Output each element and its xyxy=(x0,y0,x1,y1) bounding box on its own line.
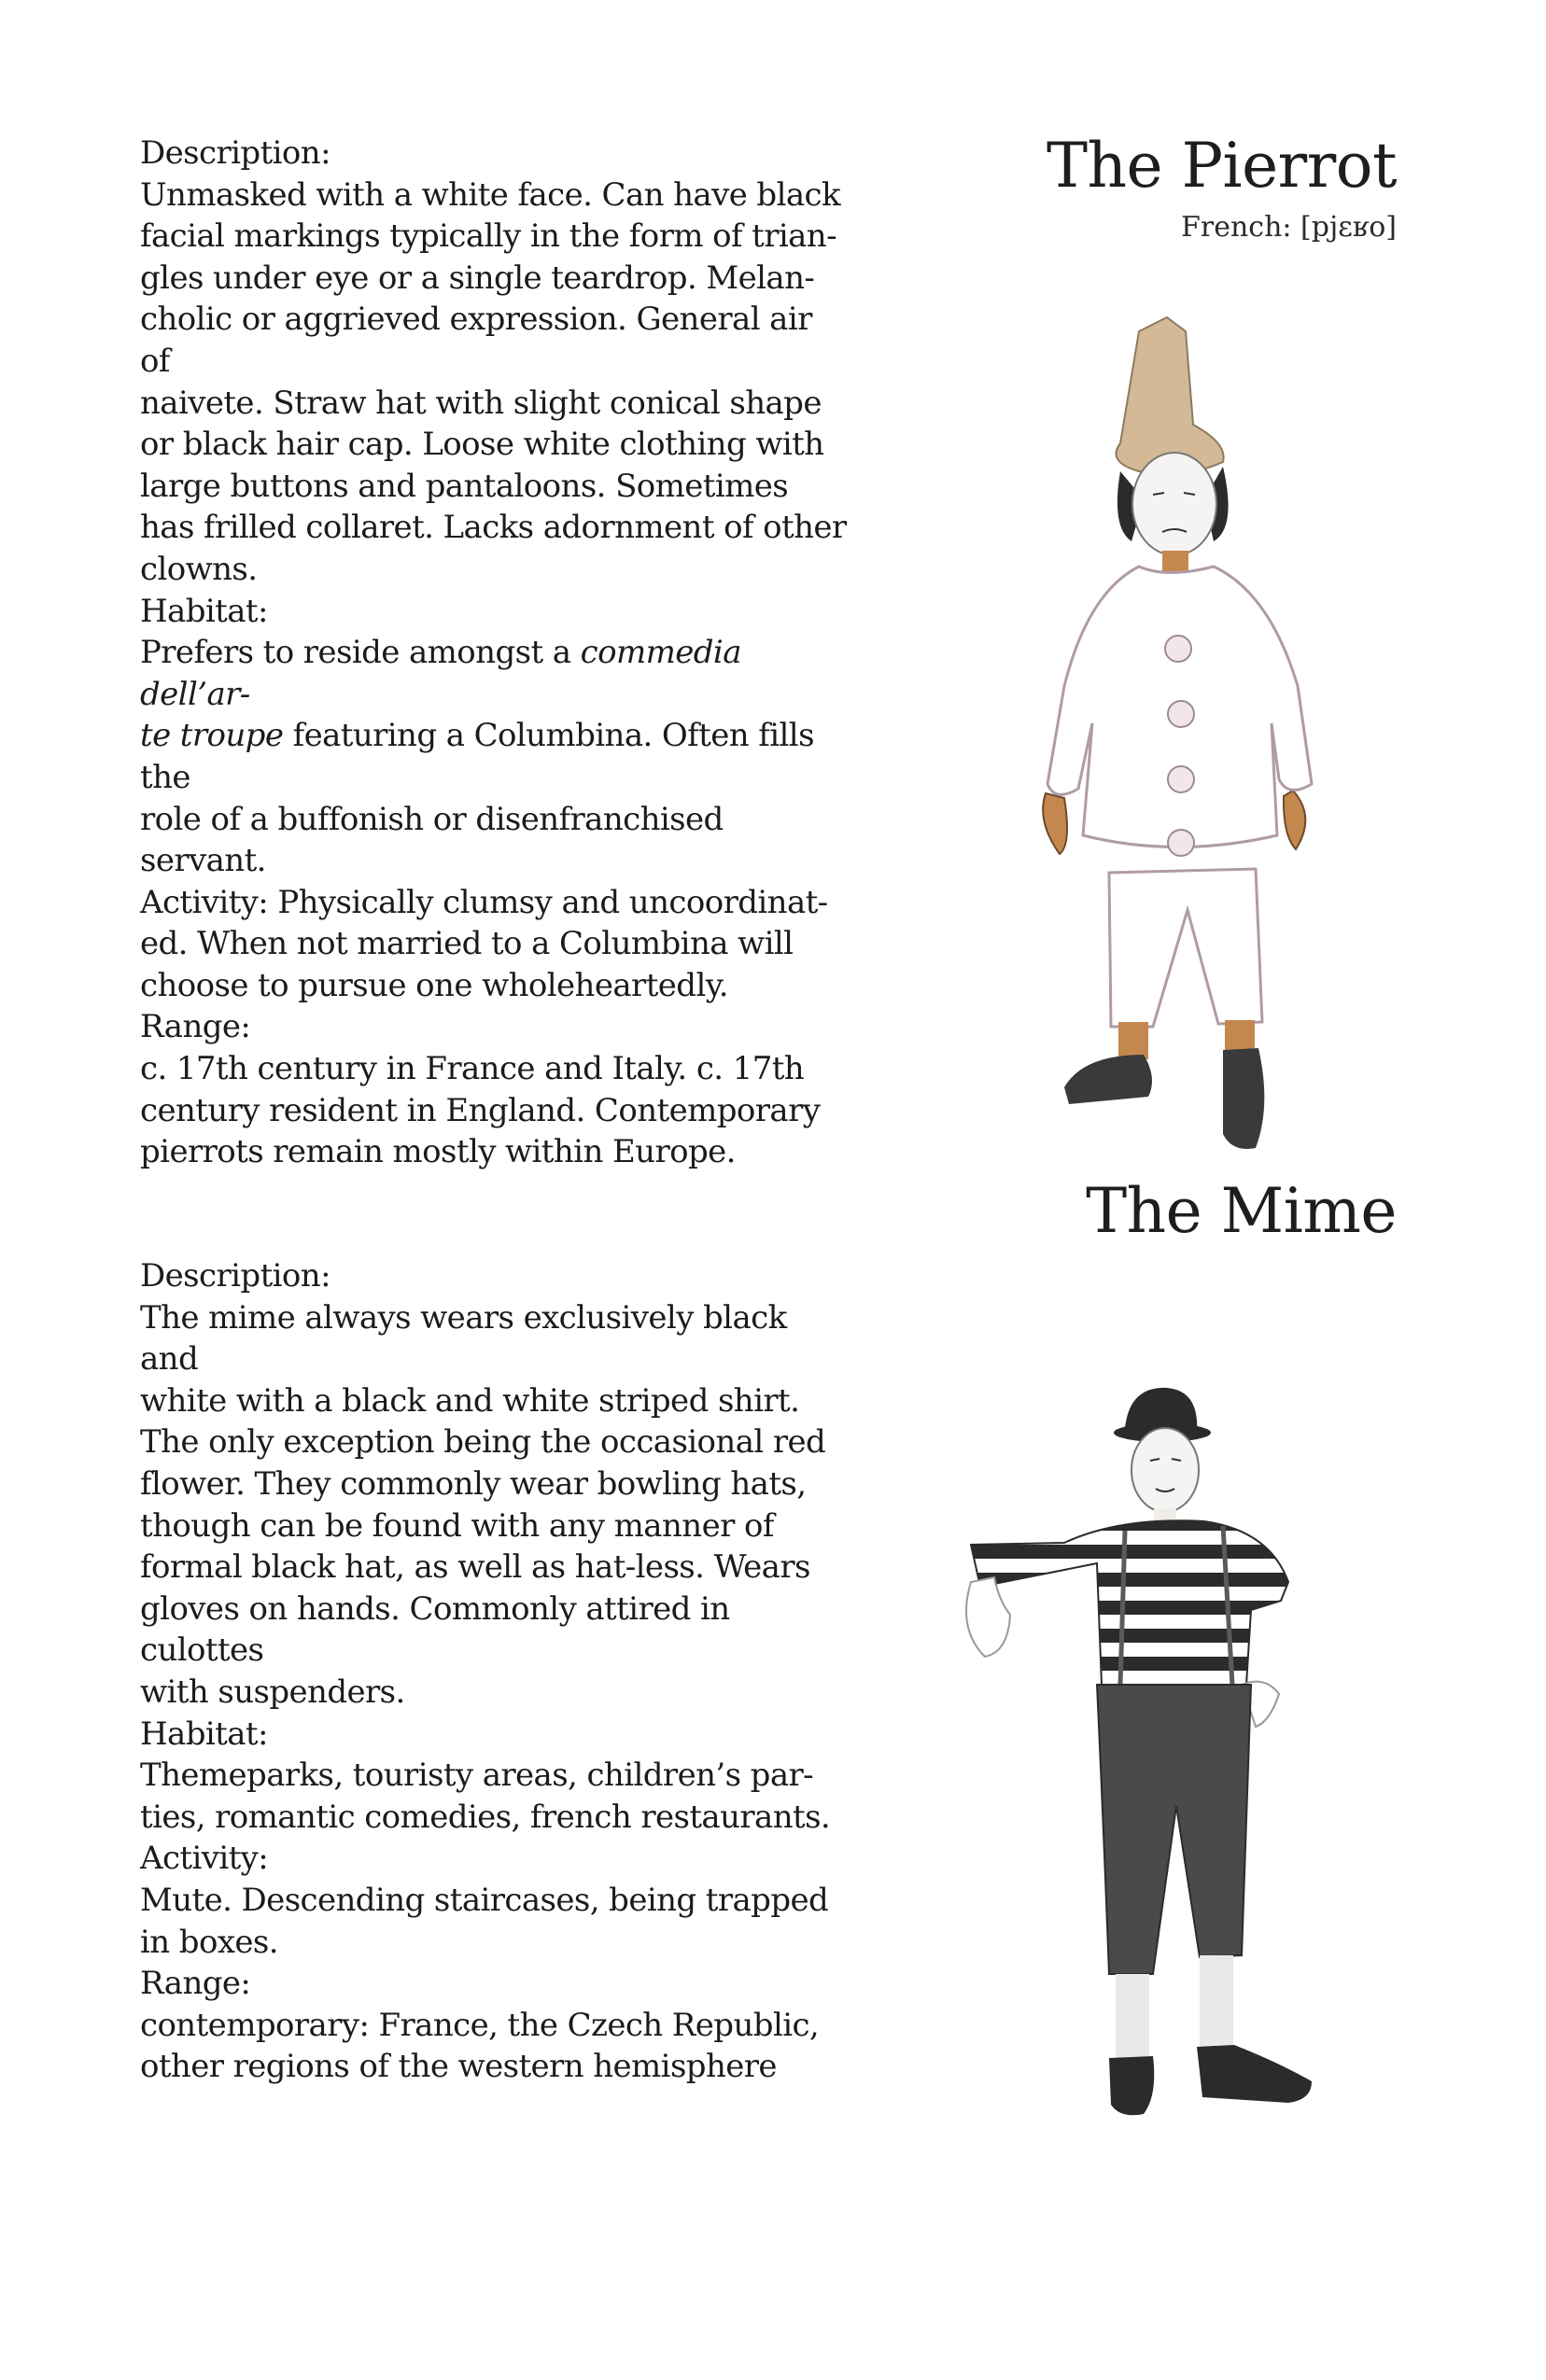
pierrot-shoe-icon xyxy=(1223,1048,1264,1149)
mime-description: The mime always wears exclusively black and white with a black and white striped shirt. The only exception being the occasional red flower. They commonly wear bowling hats, though can be found with any manner of formal black hat, as well as hat-less. Wears gloves on hands. Commonly attired in culottes with suspenders. xyxy=(140,1298,826,1711)
mime-culottes-icon xyxy=(1097,1685,1251,1974)
pierrot-habitat-tail: featuring a Columbina. Often fills the role of a buffonish or disenfranchised servant. xyxy=(140,717,814,880)
pierrot-habitat-lead: Prefers to reside amongst a xyxy=(140,634,581,672)
mime-habitat: Themeparks, touristy areas, children’s par- ties, romantic comedies, french restaurants. xyxy=(140,1757,831,1836)
pierrot-shoe-icon xyxy=(1064,1055,1152,1104)
pierrot-habitat xyxy=(140,632,850,882)
mime-shoe-icon xyxy=(1197,2045,1312,2103)
mime-description-heading: Description: xyxy=(140,1257,330,1295)
mime-striped-shirt-icon xyxy=(971,1520,1288,1691)
pierrot-range: c. 17th century in France and Italy. c. 17th century resident in England. Contemporary pierrots remain mostly within Europe. xyxy=(140,1050,821,1171)
pierrot-habitat-italic: commedia dell’ar- te troupe xyxy=(140,634,741,755)
pierrot-pronunciation: French: [pjɛʁo] xyxy=(1181,211,1397,244)
mime-activity-heading: Activity: xyxy=(140,1840,269,1878)
pierrot-face-icon xyxy=(1132,453,1216,555)
pierrot-button-icon xyxy=(1168,766,1194,792)
pierrot-activity: Activity: Physically clumsy and uncoordinat- ed. When not married to a Columbina will choose to pursue one wholeheartedly. xyxy=(140,883,828,1004)
pierrot-pantaloons-icon xyxy=(1109,869,1262,1027)
mime-text-column xyxy=(140,1255,850,2088)
pierrot-button-icon xyxy=(1168,701,1194,727)
pierrot-description-heading: Description: xyxy=(140,134,330,172)
mime-activity: Mute. Descending staircases, being trapped in boxes. xyxy=(140,1881,829,1961)
pierrot-button-icon xyxy=(1168,830,1194,856)
pierrot-illustration xyxy=(1027,313,1335,1167)
pierrot-habitat-heading: Habitat: xyxy=(140,592,268,630)
mime-range-heading: Range: xyxy=(140,1965,251,2003)
mime-habitat-heading: Habitat: xyxy=(140,1715,268,1753)
mime-title: The Mime xyxy=(1086,1175,1397,1247)
pierrot-range-heading: Range: xyxy=(140,1008,251,1046)
mime-glove-icon xyxy=(966,1577,1010,1657)
mime-range: contemporary: France, the Czech Republic, other regions of the western hemisphere xyxy=(140,2006,820,2086)
mime-shoe-icon xyxy=(1109,2056,1154,2115)
pierrot-hat-icon xyxy=(1117,317,1224,474)
pierrot-text-column xyxy=(140,133,850,1173)
mime-illustration xyxy=(943,1377,1410,2151)
pierrot-title: The Pierrot xyxy=(1047,130,1397,202)
mime-face-icon xyxy=(1131,1428,1199,1512)
pierrot-description: Unmasked with a white face. Can have black facial markings typically in the form of trian- gles under eye or a single teardrop. Melan- cholic or aggrieved expression. General air of naivete. Straw hat with slight conical shape or black hair cap. Loose white clothing with large buttons and pantaloons. Sometimes has frilled collaret. Lacks adornment of other clowns. xyxy=(140,175,847,588)
pierrot-button-icon xyxy=(1165,636,1191,662)
